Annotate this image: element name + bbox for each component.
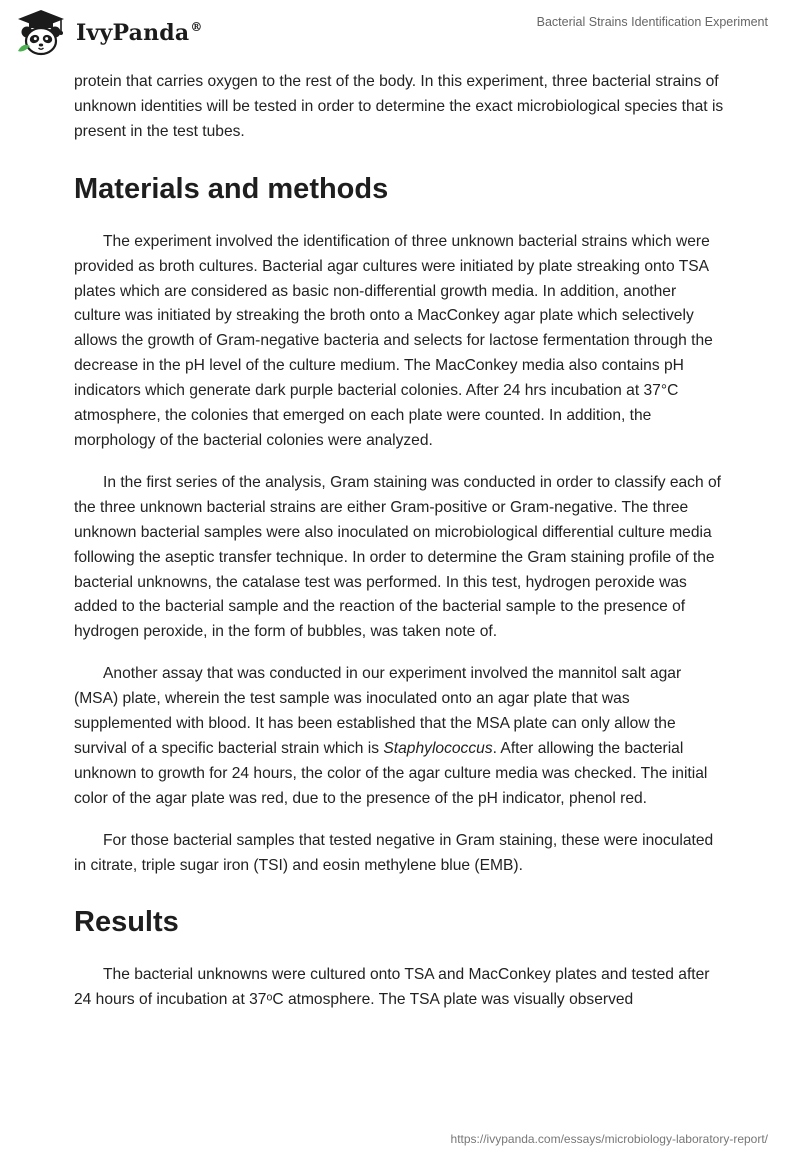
logo-wordmark: IvyPanda® (76, 20, 203, 46)
materials-paragraph-1: The experiment involved the identification of three unknown bacterial strains which were provided as broth cultures. Bacterial agar cultures were initiated by plate streaking onto TSA plates which are considered as basic non-differential growth media. In addition, another culture was initiated by streaking the broth onto a MacConkey agar plate which selectively allows the growth of Gram-negative bacteria and selects for lactose fermentation through the decrease in the pH level of the culture medium. The MacConkey media also contains pH indicators which generate dark purple bacterial colonies. After 24 hrs incubation at 37°C atmosphere, the colonies that emerged on each plate were counted. In addition, the morphology of the bacterial colonies were analyzed. (74, 232, 713, 449)
species-name: Staphylococcus (383, 739, 493, 757)
paragraph-text: . After allowing the bacterial unknown to growth for 24 hours, the color of the agar culture media was checked. The initial color of the agar plate was red, due to the presence of the pH indicator, phenol red. (74, 739, 708, 807)
panda-graduate-icon (14, 8, 68, 58)
materials-paragraph-2: In the first series of the analysis, Gram staining was conducted in order to classify each of the three unknown bacterial strains are either Gram-positive or Gram-negative. The three unknown bacterial samples were also inoculated on microbiological differential culture media following the aseptic transfer technique. In order to determine the Gram staining profile of the bacterial unknowns, the catalase test was performed. In this test, hydrogen peroxide was added to the bacterial sample and the reaction of the bacterial sample to the presence of hydrogen peroxide, in the form of bubbles, was taken note of. (74, 473, 721, 641)
materials-paragraph-4: For those bacterial samples that tested negative in Gram staining, these were inoculated in citrate, triple sugar iron (TSI) and eosin methylene blue (EMB). (74, 831, 714, 874)
document-title: Bacterial Strains Identification Experiment (536, 15, 768, 29)
results-heading: Results (74, 906, 179, 939)
source-url-link[interactable]: https://ivypanda.com/essays/microbiology-laboratory-report/ (450, 1132, 768, 1146)
results-paragraph-1: The bacterial unknowns were cultured onto TSA and MacConkey plates and tested after 24 hours of incubation at 37ᵒC atmosphere. The TSA plate was visually observed (74, 966, 710, 1009)
materials-paragraph-3 (74, 662, 724, 811)
article-body (74, 70, 724, 1030)
materials-heading: Materials and methods (74, 172, 389, 205)
page-header (0, 0, 800, 64)
ivypanda-logo[interactable] (14, 8, 203, 58)
intro-paragraph: protein that carries oxygen to the rest of the body. In this experiment, three bacterial strains of unknown identities will be tested in order to determine the exact microbiological species that is present in the test tubes. (74, 73, 724, 140)
paragraph-text: Another assay that was conducted in our experiment involved the mannitol salt agar (MSA) plate, wherein the test sample was inoculated onto an agar plate that was supplemented with blood. It has been established that the MSA plate can only allow the survival of a specific bacterial strain which is (74, 665, 682, 757)
